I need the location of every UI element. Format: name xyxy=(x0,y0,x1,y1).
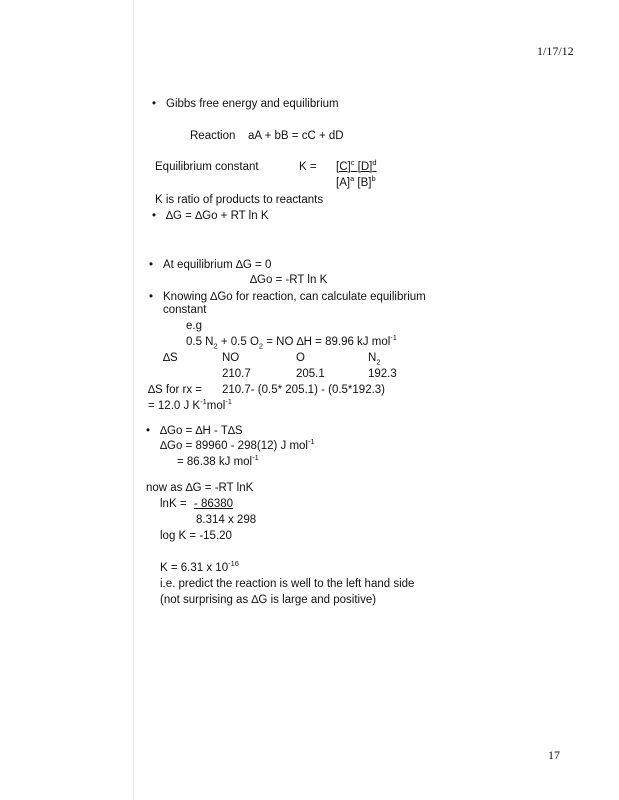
k-value: K = 6.31 x $10^{-16}$ xyxy=(160,559,239,574)
knowing-line-1: Knowing ∆Go for reaction, can calculate equilibrium xyxy=(163,291,426,303)
example-reaction: 0.5 $N_2 + 0.5$ $O_2$ = NO ∆H = 89.96 kJ mol$^{-1}$ xyxy=(186,333,397,351)
knowing-line-2: constant xyxy=(163,304,207,316)
k-equals: K = xyxy=(299,161,317,173)
value-n2: 192.3 xyxy=(368,368,397,380)
bullet: • xyxy=(152,210,157,222)
reaction-label: Reaction xyxy=(190,130,236,142)
bullet: • xyxy=(152,98,157,110)
bullet: • xyxy=(146,425,151,437)
lnk-numerator: - 86380 xyxy=(194,498,234,510)
not-surprising-line: (not surprising as ∆G is large and positive) xyxy=(160,594,377,606)
delta-s-rx-label: ∆S for rx = xyxy=(148,384,203,396)
now-as-line: now as ∆G = -RT lnK xyxy=(146,482,254,494)
lnk-denominator: 8.314 x 298 xyxy=(196,514,257,526)
col-header-no: NO xyxy=(222,352,240,364)
g0-definition: ∆Go = ∆H - T∆S xyxy=(160,425,243,437)
page-date: 1/17/12 xyxy=(537,44,574,58)
k-denominator: $[A]^a$ $[B]^b$ xyxy=(336,174,376,189)
k-numerator: $[C]^c$ $[D]^d$ xyxy=(336,158,377,173)
margin-rule xyxy=(133,0,134,800)
equilibrium-constant-label: Equilibrium constant xyxy=(155,161,259,173)
ratio-note: K is ratio of products to reactants xyxy=(155,194,324,206)
delta-s-label: ∆S xyxy=(163,352,178,364)
bullet: • xyxy=(149,259,154,271)
prediction-line: i.e. predict the reaction is well to the left hand side xyxy=(160,578,415,590)
page-number: 17 xyxy=(548,748,560,762)
at-equilibrium: At equilibrium ∆G = 0 xyxy=(163,259,272,271)
g0-calculation: ∆Go = 89960 - 298(12) J mol$^{-1}$ xyxy=(160,437,315,452)
delta-g-equation: ∆G = ∆Go + RT ln K xyxy=(166,210,269,222)
value-o: 205.1 xyxy=(296,368,325,380)
eg-label: e.g xyxy=(186,320,202,332)
g0-equals-rt-ln-k: ∆Go = -RT ln K xyxy=(250,274,328,286)
g0-result: = 86.38 kJ mol$^{-1}$ xyxy=(177,453,259,468)
log-k-value: log K = -15.20 xyxy=(160,530,232,542)
delta-s-rx-expression: 210.7- (0.5* 205.1) - (0.5*192.3) xyxy=(222,384,386,396)
reaction-equation: aA + bB = cC + dD xyxy=(248,130,344,142)
bullet: • xyxy=(149,291,154,303)
delta-s-result: = 12.0 J $K^{-1}mol^{-1}$ xyxy=(148,397,232,412)
col-header-o: O xyxy=(296,352,305,364)
section-title-gibbs: Gibbs free energy and equilibrium xyxy=(166,98,339,110)
col-header-n2: $N_2$ xyxy=(368,352,381,367)
value-no: 210.7 xyxy=(222,368,251,380)
lnk-label: lnK = xyxy=(160,498,187,510)
